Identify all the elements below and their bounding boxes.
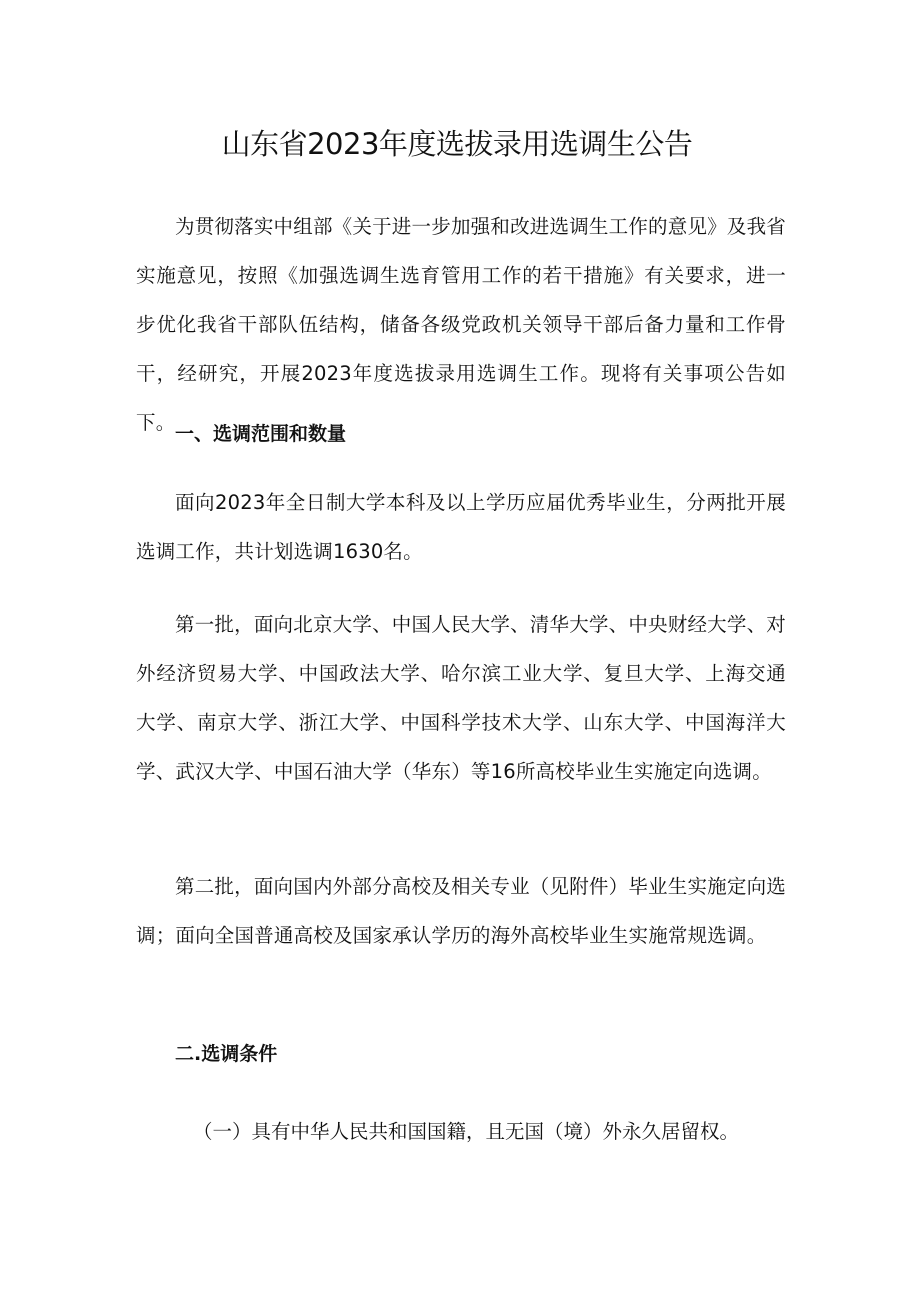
intro-paragraph: 为贯彻落实中组部《关于进一步加强和改进选调生工作的意见》及我省实施意见，按照《加强选调生选育管用工作的若干措施》有关要求，进一步优化我省干部队伍结构，储备各级党政机关领导干部后备力量和工作骨干，经研究，开展2023年度选拔录用选调生工作。现将有关事项公告如下。 (136, 215, 786, 434)
section-1-heading: 一、选调范围和数量 (175, 423, 347, 445)
document-title: 山东省2023年度选拔录用选调生公告 (221, 127, 693, 161)
section-1-paragraph-3: 第二批，面向国内外部分高校及相关专业（见附件）毕业生实施定向选调；面向全国普通高校及国家承认学历的海外高校毕业生实施常规选调。 (136, 875, 786, 947)
section-1-paragraph-2: 第一批，面向北京大学、中国人民大学、清华大学、中央财经大学、对外经济贸易大学、中国政法大学、哈尔滨工业大学、复旦大学、上海交通大学、南京大学、浙江大学、中国科学技术大学、山东大学、中国海洋大学、武汉大学、中国石油大学（华东）等16所高校毕业生实施定向选调。 (136, 613, 786, 783)
condition-item-1: （一）具有中华人民共和国国籍，且无国（境）外永久居留权。 (193, 1120, 740, 1143)
section-1-paragraph-1: 面向2023年全日制大学本科及以上学历应届优秀毕业生，分两批开展选调工作，共计划选调1630名。 (136, 491, 786, 563)
section-2-heading: 二.选调条件 (175, 1043, 278, 1065)
